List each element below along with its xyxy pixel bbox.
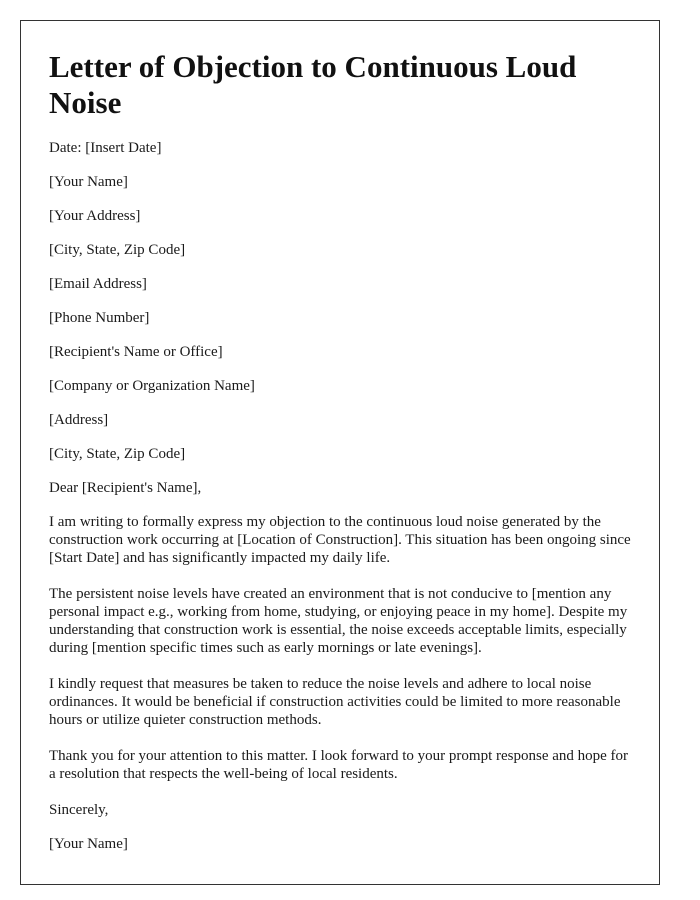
- recipient-city-state-zip: [City, State, Zip Code]: [49, 446, 186, 462]
- sender-city-state-zip: [City, State, Zip Code]: [49, 242, 186, 258]
- sender-address: [Your Address]: [49, 208, 141, 224]
- signature: [Your Name]: [49, 836, 128, 852]
- body-paragraph: The persistent noise levels have created an environment that is not conducive to [mention any personal impact e.g., working from home, studying, or enjoying peace in my home]. Despite my understanding that construction work is essential, the noise exceeds acceptable limits, especially during [mention specific times such as early mornings or late evenings].: [49, 586, 628, 656]
- sender-name: [Your Name]: [49, 174, 128, 190]
- body-paragraph: Thank you for your attention to this matter. I look forward to your prompt response and hope for a resolution that respects the well-being of local residents.: [49, 748, 629, 782]
- recipient-company: [Company or Organization Name]: [49, 378, 255, 394]
- recipient-name: [Recipient's Name or Office]: [49, 344, 223, 360]
- letter-container: [20, 20, 660, 885]
- sender-email: [Email Address]: [49, 276, 147, 292]
- body-paragraph: I kindly request that measures be taken to reduce the noise levels and adhere to local noise ordinances. It would be beneficial if construction activities could be limited to more reasonable hours or utilize quieter construction methods.: [49, 676, 621, 728]
- salutation: Dear [Recipient's Name],: [49, 480, 202, 496]
- letter-title: Letter of Objection to Continuous Loud Noise: [49, 49, 577, 120]
- body-paragraph: I am writing to formally express my objection to the continuous loud noise generated by the construction work occurring at [Location of Construction]. This situation has been ongoing since [Start Date] and has significantly impacted my daily life.: [49, 514, 631, 566]
- recipient-address: [Address]: [49, 412, 109, 428]
- closing: Sincerely,: [49, 802, 109, 818]
- date-line: Date: [Insert Date]: [49, 140, 162, 156]
- sender-phone: [Phone Number]: [49, 310, 150, 326]
